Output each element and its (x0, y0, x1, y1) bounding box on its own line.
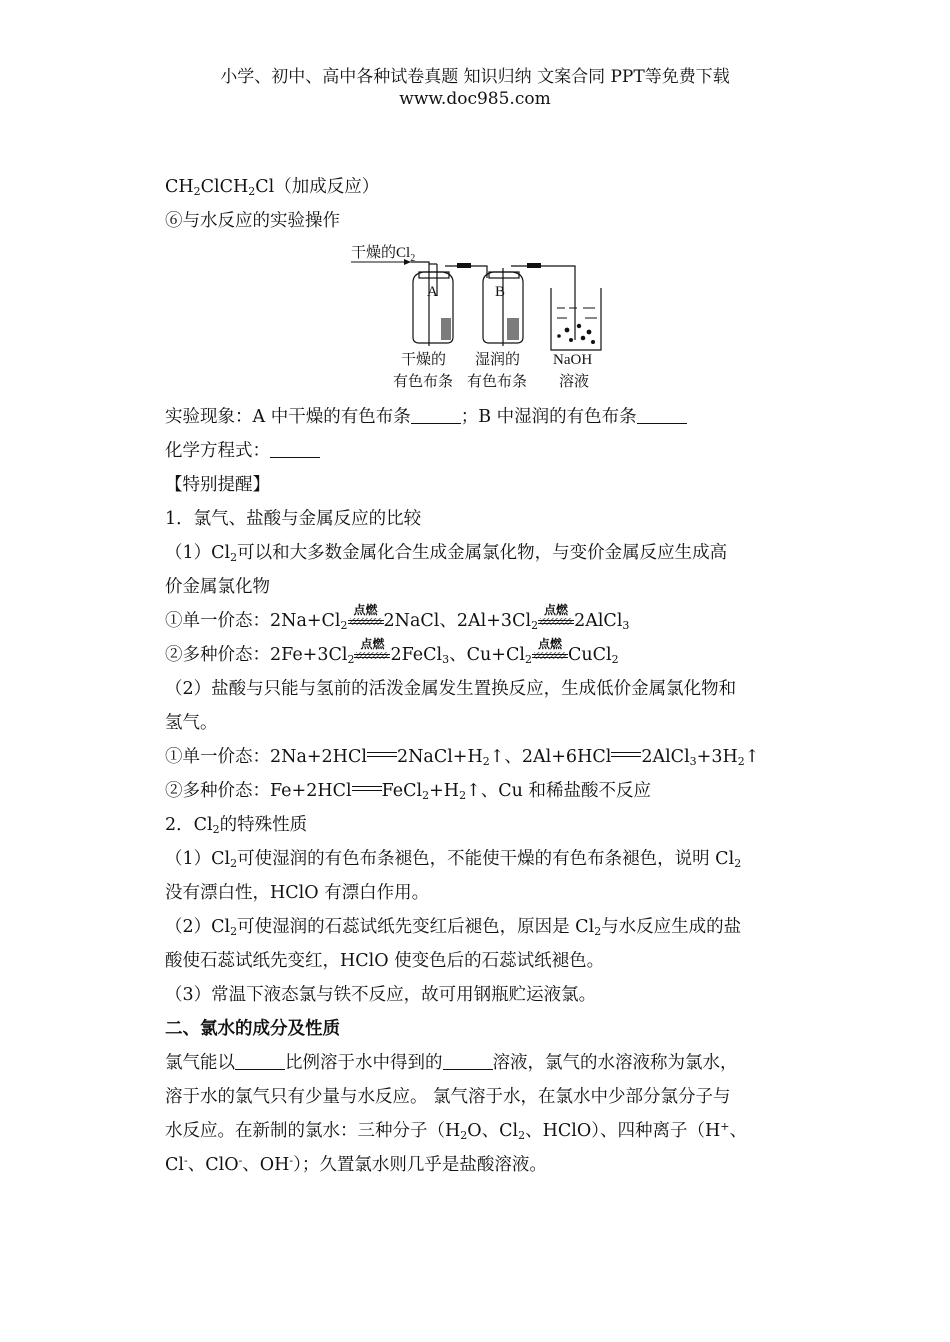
condition-ignite: 点燃 (348, 609, 384, 629)
bottle-a-caption-1: 干燥的 (401, 352, 447, 368)
section-2-line-2: 溶于水的氯气只有少量与水反应。 氯气溶于水，在氯水中少部分氯分子与 (165, 1087, 731, 1107)
apparatus-diagram (345, 240, 615, 394)
header-line-1: 小学、初中、高中各种试卷真题 知识归纳 文案合同 PPT等免费下载 (220, 67, 730, 87)
hcl-single-valence: ①单一价态：2Na+2HCl $2NaCl+H_2↑$、2Al+6HCl $2AlCl_3+3H_2↑$ (165, 747, 760, 768)
phenomenon-line: 实验现象：A 中干燥的有色布条 ；B 中湿润的有色布条 (165, 400, 790, 434)
point-2-2-line-2: 酸使石蕊试纸先变红，HClO 使变色后的石蕊试纸褪色。 (165, 951, 605, 971)
reaction-single-valence: ①单一价态：$2Na+Cl_2$ 点燃 2NaCl、$2Al+3Cl_2$ 点燃 2AlCl$_3$ (165, 603, 630, 632)
point-1-title: 1．氯气、盐酸与金属反应的比较 (165, 509, 422, 529)
header-url: www.doc985.com (399, 89, 551, 109)
section-2-line-3: 水反应。在新制的氯水：三种分子（$H_2O$、$Cl_2$、HClO）、四种离子（H+、 (165, 1120, 747, 1142)
blank-solution (443, 1051, 493, 1070)
point-1-2-line-1: （2）盐酸与只能与氢前的活泼金属发生置换反应，生成低价金属氯化物和 (165, 679, 737, 699)
blank-equation (270, 439, 320, 458)
section-2-line-4: Cl-、ClO-、OH-）；久置氯水则几乎是盐酸溶液。 (165, 1154, 547, 1175)
blank-ratio (235, 1051, 285, 1070)
point-2-3: （3）常温下液态氯与铁不反应，故可用钢瓶贮运液氯。 (165, 985, 597, 1005)
bottle-b-caption-2: 有色布条 (467, 374, 528, 390)
point-1-1-line-2: 价金属氯化物 (165, 577, 270, 597)
point-1-1-line-1: $(1)Cl_2$可以和大多数金属化合生成金属氯化物，与变价金属反应生成高 (165, 543, 728, 564)
point-2-title: 2．$Cl_2$的特殊性质 (165, 815, 308, 836)
section-2-title: 二、氯水的成分及性质 (165, 1019, 340, 1039)
bottle-a-label: A (427, 284, 438, 300)
point-2-1-line-1: $(1)Cl_2$可使湿润的有色布条褪色，不能使干燥的有色布条褪色，说明 $Cl_2$ (165, 849, 742, 870)
hcl-multi-valence: ②多种价态：Fe+2HCl $FeCl_2+H_2↑$、Cu 和稀盐酸不反应 (165, 781, 651, 802)
point-2-1-line-2: 没有漂白性，HClO 有漂白作用。 (165, 883, 430, 903)
condition-ignite: 点燃 (532, 643, 568, 663)
special-note-title: 【特别提醒】 (165, 475, 270, 495)
beaker-caption-2: 溶液 (559, 374, 590, 390)
intro-formula-line: $CH_2ClCH_2Cl$（加成反应） (165, 177, 380, 198)
point-2-2-line-1: $(2)Cl_2$可使湿润的石蕊试纸先变红后褪色，原因是 $Cl_2$与水反应生成的盐 (165, 917, 742, 938)
apparatus-figure (165, 240, 790, 394)
bottle-a-caption-2: 有色布条 (393, 374, 454, 390)
condition-ignite: 点燃 (354, 643, 390, 663)
bottle-b-label: B (495, 284, 506, 300)
experiment-heading: ⑥与水反应的实验操作 (165, 211, 340, 231)
blank-a (411, 405, 461, 424)
point-1-2-line-2: 氢气。 (165, 713, 218, 733)
inlet-label: 干燥的$Cl_2$ (351, 245, 416, 264)
bottle-b-caption-1: 湿润的 (475, 352, 521, 368)
document-body (165, 170, 790, 1182)
condition-ignite: 点燃 (538, 609, 574, 629)
equation-line: 化学方程式： (165, 434, 790, 468)
reaction-multi-valence: ②多种价态：$2Fe+3Cl_2$ 点燃 2FeCl$_3$、$Cu+Cl_2$ 点燃 CuCl$_2$ (165, 637, 619, 666)
blank-b (637, 405, 687, 424)
section-2-line-1: 氯气能以 比例溶于水中得到的 溶液，氯气的水溶液称为氯水， (165, 1053, 738, 1073)
beaker-caption-1: NaOH (553, 352, 593, 368)
